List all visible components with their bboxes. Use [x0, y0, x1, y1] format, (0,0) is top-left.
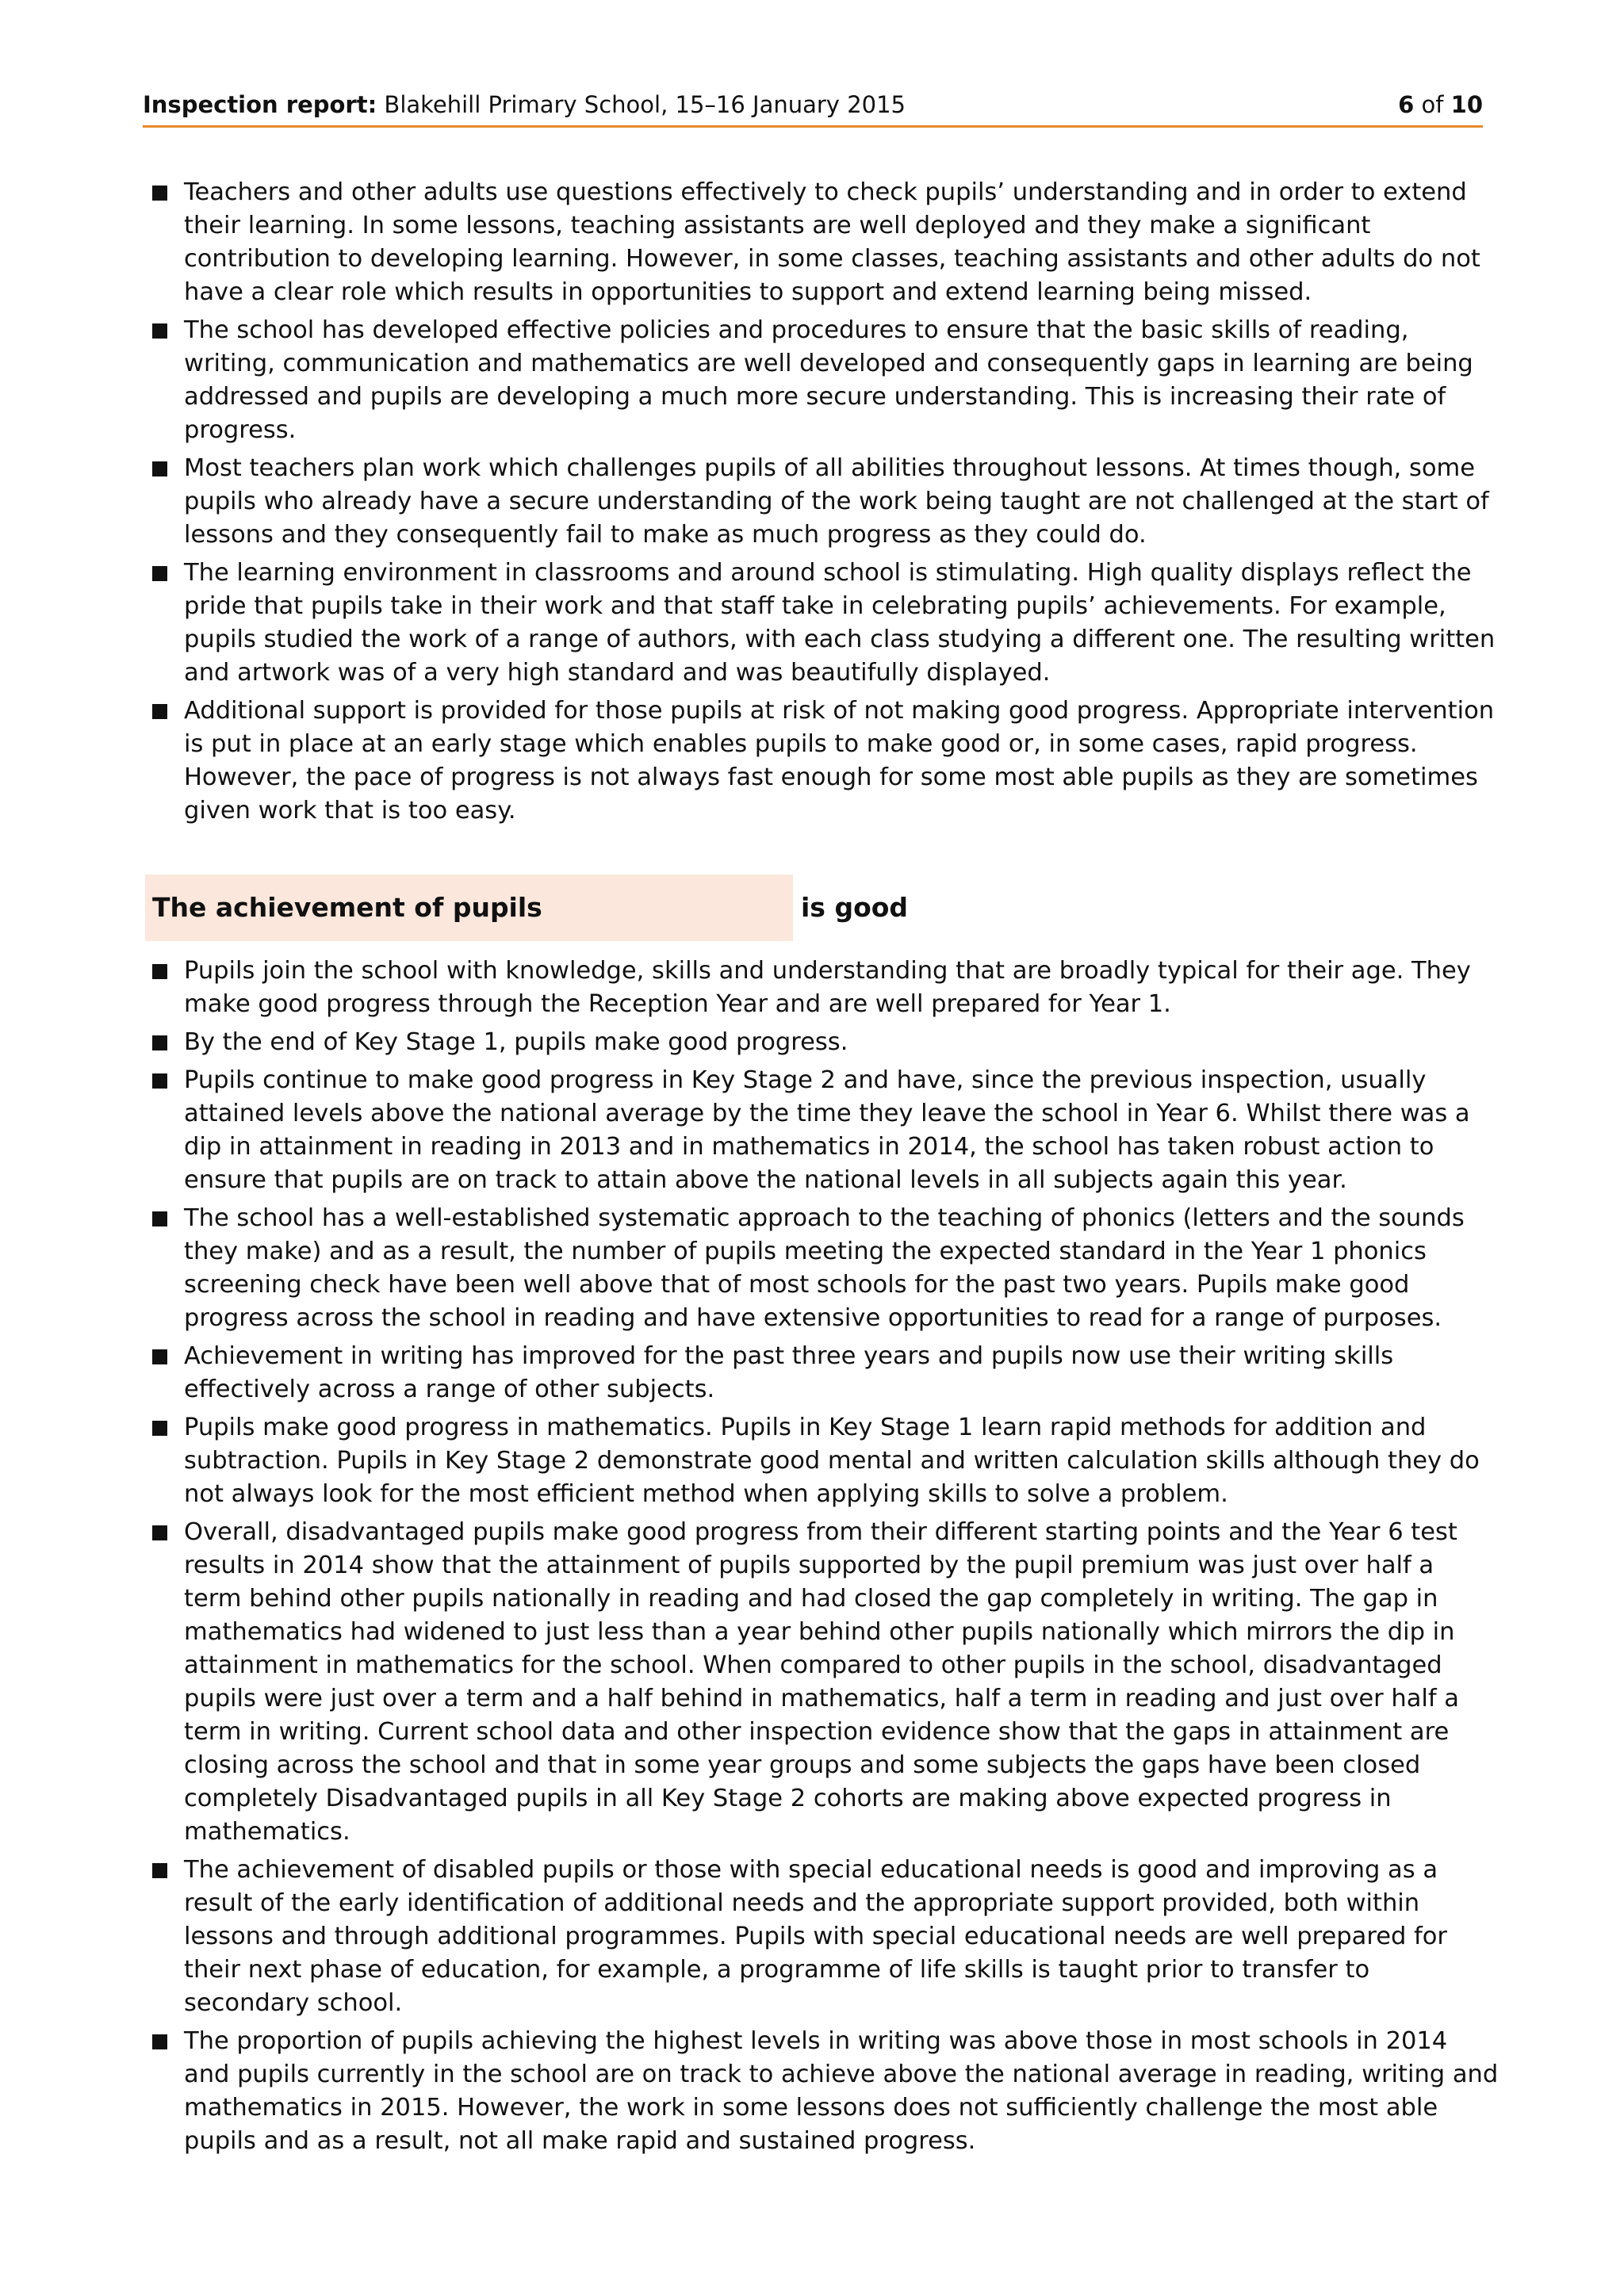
school-name: Blakehill Primary School, 15–16 January 2015	[384, 91, 906, 118]
list-item	[151, 1202, 1499, 1335]
square-bullet-icon	[152, 1863, 167, 1878]
list-item	[151, 1026, 1499, 1059]
list-item	[151, 695, 1499, 828]
bullet-text: By the end of Key Stage 1, pupils make good progress.	[184, 1028, 848, 1056]
section-grade: is good	[801, 892, 909, 923]
bullet-text: The achievement of disabled pupils or those with special educational needs is good and improving as a result of the early identification of additional needs and the appropriate support provided, both within lessons and through additional programmes. Pupils with special educational needs are well prepared for their next phase of education, for example, a programme of life skills is taught prior to transfer to secondary school.	[184, 1856, 1447, 2017]
bullet-text: The learning environment in classrooms and around school is stimulating. High quality displays reflect the pride that pupils take in their work and that staff take in celebrating pupils’ achievements. For example, pupils studied the work of a range of authors, with each class studying a different one. The resulting written and artwork was of a very high standard and was beautifully displayed.	[184, 559, 1496, 687]
square-bullet-icon	[152, 2034, 167, 2049]
square-bullet-icon	[152, 323, 167, 339]
bullet-text: Achievement in writing has improved for the past three years and pupils now use their writing skills effectively across a range of other subjects.	[184, 1342, 1394, 1403]
bullet-text: Most teachers plan work which challenges pupils of all abilities throughout lessons. At times though, some pupils who already have a secure understanding of the work being taught are not challenged at the start of lessons and they consequently fail to make as much progress as they could do.	[184, 454, 1489, 549]
page-number	[1398, 87, 1483, 122]
report-title	[143, 87, 906, 122]
list-item	[151, 1516, 1499, 1849]
bullet-text: Pupils make good progress in mathematics. Pupils in Key Stage 1 learn rapid methods for addition and subtraction. Pupils in Key Stage 2 demonstrate good mental and written calculation skills although they do not always look for the most efficient method when applying skills to solve a problem.	[184, 1414, 1480, 1508]
list-item	[151, 1411, 1499, 1511]
bullet-text: The school has a well-established systematic approach to the teaching of phonics (letters and the sounds they make) and as a result, the number of pupils meeting the expected standard in the Year 1 phonics screening check have been well above that of most schools for the past two years. Pupils make good progress across the school in reading and have extensive opportunities to read for a range of purposes.	[184, 1204, 1465, 1332]
square-bullet-icon	[152, 1073, 167, 1089]
bullet-text: Teachers and other adults use questions effectively to check pupils’ understanding and in order to extend their learning. In some lessons, teaching assistants are well deployed and they make a significant contribution to developing learning. However, in some classes, teaching assistants and other adults do not have a clear role which results in opportunities to support and extend learning being missed.	[184, 178, 1480, 306]
report-label: Inspection report:	[143, 91, 377, 118]
list-item	[151, 176, 1499, 309]
square-bullet-icon	[152, 1421, 167, 1436]
list-item	[151, 314, 1499, 447]
square-bullet-icon	[152, 566, 167, 581]
page-current: 6	[1398, 91, 1415, 118]
bullet-text: Additional support is provided for those pupils at risk of not making good progress. Appropriate intervention is put in place at an early stage which enables pupils to make good or, in some cases, rapid progress. However, the pace of progress is not always fast enough for some most able pupils as they are sometimes given work that is too easy.	[184, 697, 1495, 825]
bullet-text: Pupils continue to make good progress in Key Stage 2 and have, since the previous inspection, usually attained levels above the national average by the time they leave the school in Year 6. Whilst there was a dip in attainment in reading in 2013 and in mathematics in 2014, the school has taken robust action to ensure that pupils are on track to attain above the national levels in all subjects again this year.	[184, 1066, 1470, 1194]
square-bullet-icon	[152, 1035, 167, 1050]
page-of: of	[1421, 91, 1444, 118]
bullet-text: Overall, disadvantaged pupils make good progress from their different starting points and the Year 6 test results in 2014 show that the attainment of pupils supported by the pupil premium was just over half a term behind other pupils nationally in reading and had closed the gap completely in writing. The gap in mathematics had widened to just less than a year behind other pupils nationally which mirrors the dip in attainment in mathematics for the school. When compared to other pupils in the school, disadvantaged pupils were just over a term and a half behind in mathematics, half a term in reading and just over half a term in writing. Current school data and other inspection evidence show that the gaps in attainment are closing across the school and that in some year groups and some subjects the gaps have been closed completely Disadvantaged pupils in all Key Stage 2 cohorts are making above expected progress in mathematics.	[184, 1518, 1459, 1846]
bullet-text: The proportion of pupils achieving the highest levels in writing was above those in most schools in 2014 and pupils currently in the school are on track to achieve above the national average in reading, writing and mathematics in 2015. However, the work in some lessons does not sufficiently challenge the most able pupils and as a result, not all make rapid and sustained progress.	[184, 2027, 1499, 2155]
square-bullet-icon	[152, 704, 167, 719]
list-item	[151, 955, 1499, 1021]
achievement-bullet-list	[151, 955, 1499, 2163]
square-bullet-icon	[152, 461, 167, 476]
list-item	[151, 452, 1499, 552]
list-item	[151, 1064, 1499, 1197]
square-bullet-icon	[152, 1525, 167, 1540]
list-item	[151, 2025, 1499, 2158]
square-bullet-icon	[152, 1349, 167, 1364]
page-total: 10	[1450, 91, 1483, 118]
header-rule	[143, 125, 1483, 128]
teaching-bullet-list	[151, 176, 1499, 832]
bullet-text: Pupils join the school with knowledge, skills and understanding that are broadly typical for their age. They make good progress through the Reception Year and are well prepared for Year 1.	[184, 957, 1471, 1018]
list-item	[151, 1854, 1499, 2020]
list-item	[151, 1340, 1499, 1406]
square-bullet-icon	[152, 186, 167, 201]
square-bullet-icon	[152, 964, 167, 979]
page-header	[143, 87, 1483, 122]
bullet-text: The school has developed effective policies and procedures to ensure that the basic skills of reading, writing, communication and mathematics are well developed and consequently gaps in learning are being addressed and pupils are developing a much more secure understanding. This is increasing their rate of progress.	[184, 316, 1473, 444]
list-item	[151, 557, 1499, 690]
square-bullet-icon	[152, 1211, 167, 1226]
section-title: The achievement of pupils	[152, 892, 542, 923]
